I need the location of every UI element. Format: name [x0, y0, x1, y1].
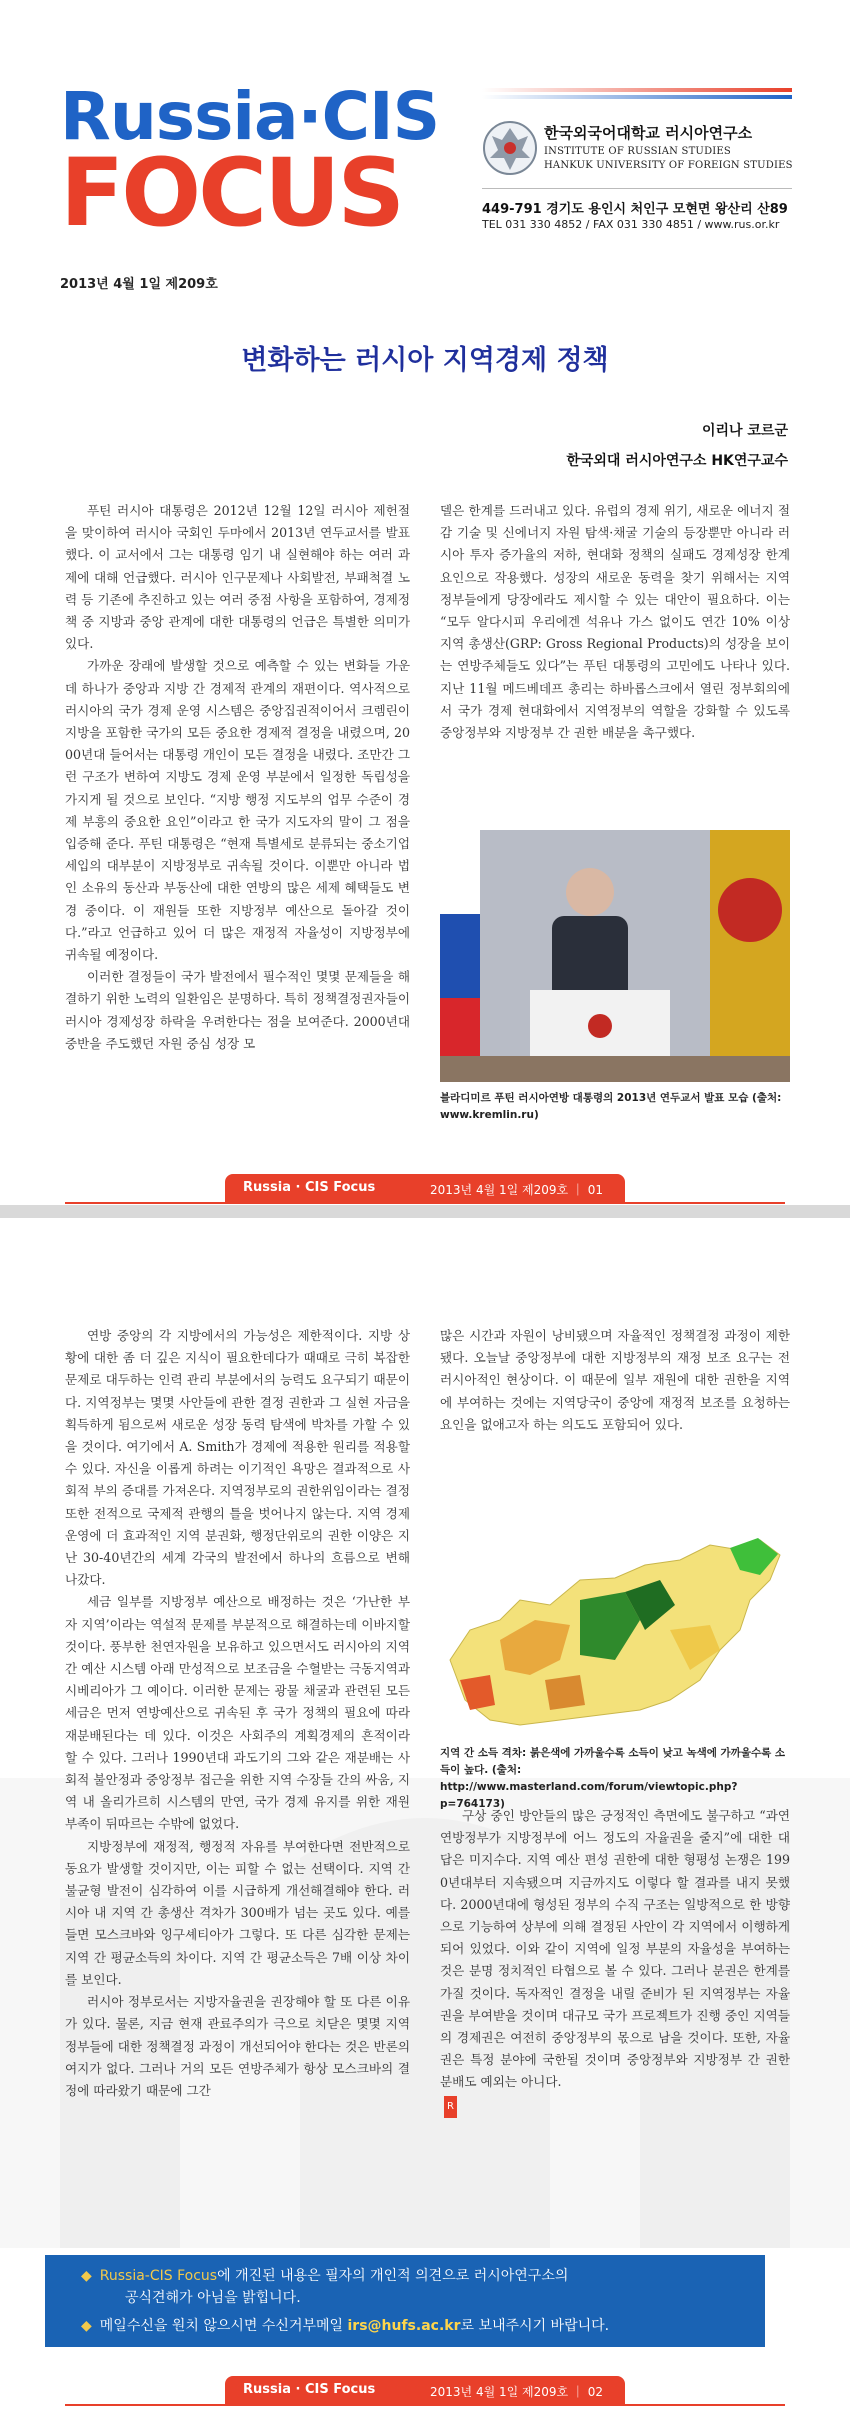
paragraph: 많은 시간과 자원이 낭비됐으며 자율적인 정책결정 과정이 제한됐다. 오늘날 중앙정부에 대한 지방정부의 재정 보조 요구는 전 러시아적인 현상이다. 이 때문에 일부 재원에 대한 권한을 지역에 부여하는 것에는 지역당국이 중앙에 재정적 보조를 요청하는 요인을 없애고자 하는 의도도 포함되어 있다. — [440, 1328, 790, 1432]
paragraph: 구상 중인 방안들의 많은 긍정적인 측면에도 불구하고 “과연 연방정부가 지방정부에 어느 정도의 자율권을 줄지”에 대한 대답은 미지수다. 지역 예산 편성 권한에 대한 형평성 논쟁은 1990년대부터 지속됐으며 지금까지도 이렇다 할 결과를 내지 못했다. 2000년대에 형성된 정부의 수직 구조는 일방적으로 한 방향으로 기능하여 상부에 의해 결정된 사안이 각 지역에서 이행하게 되어 있었다. 이와 같이 지역에 일정 부분의 자율성을 부여하는 것은 분명 정치적인 타협으로 볼 수 있다. 그러나 분권은 한계를 가질 것이다. 독자적인 결정을 내릴 준비가 된 지역정부는 자율권을 부여받을 것이며 대규모 국가 프로젝트가 진행 중인 지역들의 경제권은 여전히 중앙정부의 몫으로 남을 것이다. 또한, 자율권은 특정 분야에 국한될 것이며 중앙정부와 지방정부 간 권한 분배도 예외는 아니다. — [440, 1808, 790, 2090]
article-title: 변화하는 러시아 지역경제 정책 — [241, 345, 609, 376]
footer-issue-page: 2013년 4월 1일 제209호 ｜ 01 — [430, 1183, 604, 1197]
institute-contact: TEL 031 330 4852 / FAX 031 330 4851 / www.rus.or.kr — [482, 218, 780, 231]
disclaimer-brand: Russia-CIS Focus — [99, 2268, 218, 2284]
disclaimer-box — [45, 2255, 765, 2347]
header-stripe-gray — [482, 188, 792, 189]
page2-footer — [225, 2376, 625, 2404]
bullet-icon: ◆ — [81, 2318, 92, 2334]
paragraph: 가까운 장래에 발생할 것으로 예측할 수 있는 변화들 가운데 하나가 중앙과 지방 간 경제적 관계의 재편이다. 역사적으로 러시아의 국가 경제 운영 시스템은 중앙집권적이어서 크렘린이 지방을 포함한 국가의 모든 중요한 경제적 결정을 내렸으며, 2000년대 들어서는 대통령 개인이 모든 결정을 내렸다. 조만간 그런 구조가 변하여 지방도 경제 운영 부분에서 일정한 독립성을 가지게 될 것으로 보인다. “지방 행정 지도부의 업무 수준이 경제 부흥의 중요한 요인”이라고 한 국가 지도자의 말이 그 점을 입증해 준다. 푸틴 대통령은 “현재 특별세로 분류되는 중소기업 세입의 대부분이 지방정부로 귀속될 것이다. 이뿐만 아니라 법인 소유의 동산과 부동산에 대한 연방의 많은 세제 혜택들도 변경 중이다. 이 재원들 또한 지방정부 예산으로 돌아갈 것이다.”라고 언급하고 있어 더 많은 재정적 자율성이 지방정부에 귀속될 예정이다. — [65, 658, 410, 963]
disclaimer-line-1 — [81, 2265, 568, 2285]
paragraph: 러시아 정부로서는 지방자율권을 권장해야 할 또 다른 이유가 있다. 물론, 지금 현재 관료주의가 극으로 치닫은 몇몇 지역정부들에 대한 정책결정 과정이 개선되어야 한다는 것은 반론의 여지가 없다. 그러나 거의 모든 연방주체가 항상 모스크바의 결정에 따라왔기 때문에 그간 — [65, 1994, 410, 2098]
photo-caption: 블라디미르 푸틴 러시아연방 대통령의 2013년 연두교서 발표 모습 (출처: www.kremlin.ru) — [440, 1092, 782, 1121]
paragraph: 세금 일부를 지방정부 예산으로 배정하는 것은 ‘가난한 부자 지역’이라는 역설적 문제를 부분적으로 해결하는데 이바지할 것이다. 풍부한 천연자원을 보유하고 있으면서도 러시아의 지역 간 예산 시스템 아래 만성적으로 보조금을 수혈받는 극동지역과 시베리아가 그 예이다. 이러한 문제는 광물 채굴과 관련된 모든 세금은 먼저 연방예산으로 귀속된 후 국가 정책의 필요에 따라 재분배된다는 데 있다. 이것은 사회주의 계획경제의 흔적이라 할 수 있다. 그러나 1990년대 과도기의 그와 같은 재분배는 사회적 불안정과 중앙정부 접근을 위한 지역 수장들 간의 싸움, 지역 내 올리가르히 시스템의 만연, 국가 경제 유지를 위한 재원 부족이 뒤따르는 수밖에 없었다. — [65, 1594, 410, 1832]
page2-right-column-top — [440, 1325, 790, 1436]
footer-rule — [65, 1202, 785, 1204]
bullet-icon: ◆ — [81, 2268, 92, 2284]
institute-address: 449-791 경기도 용인시 처인구 모현면 왕산리 산89 — [482, 202, 788, 217]
paragraph: 이러한 결정들이 국가 발전에서 필수적인 몇몇 문제들을 해결하기 위한 노력의 일환임은 분명하다. 특히 정책결정권자들이 러시아 경제성장 하락을 우려한다는 점을 보여준다. 2000년대 중반을 주도했던 자원 중심 성장 모 — [65, 969, 410, 1051]
footer-issue-page: 2013년 4월 1일 제209호 ｜ 02 — [430, 2385, 604, 2399]
unsubscribe-email-link[interactable]: irs@hufs.ac.kr — [347, 2318, 461, 2334]
footer-rule — [65, 2404, 785, 2406]
issue-date: 2013년 4월 1일 제209호 — [60, 277, 218, 292]
footer-brand: Russia · CIS Focus — [243, 1180, 376, 1195]
logo-line-2: FOCUS — [60, 139, 403, 248]
putin-address-photo — [440, 830, 790, 1082]
unsubscribe-text-suffix: 로 보내주시기 바랍니다. — [460, 2318, 610, 2334]
institute-block — [482, 118, 792, 178]
russia-income-map — [440, 1510, 790, 1740]
author-affiliation: 한국외대 러시아연구소 HK연구교수 — [566, 453, 788, 469]
page-separator — [0, 1205, 850, 1218]
disclaimer-line-1-cont: 공식견해가 아님을 밝힙니다. — [125, 2290, 301, 2306]
paragraph: 연방 중앙의 각 지방에서의 가능성은 제한적이다. 지방 상황에 대한 좀 더 깊은 지식이 필요한데다가 때때로 극히 복잡한 문제로 대두하는 인력 관리 부분에서의 능력도 요구되기 때문이다. 지역정부는 몇몇 사안들에 관한 결정 권한과 그 실현 자금을 획득하게 됨으로써 새로운 성장 동력 탐색에 박차를 가할 수 있을 것이다. 여기에서 A. Smith가 경제에 적용한 원리를 적용할 수 있다. 자신을 이롭게 하려는 이기적인 욕망은 결과적으로 사회적 부의 증대를 가져온다. 지역정부로의 권한위임이라는 결정 또한 전적으로 국제적 관행의 틀을 벗어나지 않는다. 지역 경제 운영에 더 효과적인 지역 분권화, 행정단위로의 권한 이양은 지난 30-40년간의 세계 각국의 발전에서 하나의 흐름으로 변해 나갔다. — [65, 1328, 410, 1588]
end-mark-icon: R — [444, 2096, 457, 2118]
page1-left-column — [65, 500, 410, 1055]
paragraph: 델은 한계를 드러내고 있다. 유럽의 경제 위기, 새로운 에너지 절감 기술 및 신에너지 자원 탐색·채굴 기술의 등장뿐만 아니라 러시아 투자 증가율의 저하, 현대화 정책의 실패도 경제성장 한계 요인으로 작용했다. 성장의 새로운 동력을 찾기 위해서는 지역 정부들에게 당장에라도 제시할 수 있는 대안이 필요하다. 이는 “모두 알다시피 우리에겐 석유나 가스 없이도 연간 10% 이상 지역 총생산(GRP: Gross Regional Products)의 성장을 보이는 연방주체들도 있다”는 푸틴 대통령의 고민에도 나타나 있다. 지난 11월 메드베데프 총리는 하바롭스크에서 열린 정부회의에서 국가 경제 현대화에서 지역정부의 역할을 강화할 수 있도록 중앙정부와 지방정부 간 권한 배분을 촉구했다. — [440, 503, 790, 741]
page2-right-column-bottom — [440, 1805, 790, 2118]
paragraph: 지방정부에 재정적, 행정적 자유를 부여한다면 전반적으로 동요가 발생할 것이지만, 이는 피할 수 없는 선택이다. 지역 간 불균형 발전이 심각하여 이를 시급하게 개선해결해야 한다. 러시아 내 지역 간 총생산 격차가 300배가 넘는 곳도 있다. 예를 들면 모스크바와 잉구셰티아가 그렇다. 또 다른 심각한 문제는 지역 간 평균소득의 차이다. 지역 간 평균소득은 7배 이상 차이를 보인다. — [65, 1838, 410, 1987]
logo-line-1: Russia·CIS — [60, 78, 440, 155]
institute-emblem-icon — [482, 118, 538, 178]
footer-brand: Russia · CIS Focus — [243, 2382, 376, 2397]
institute-name-en: INSTITUTE OF RUSSIAN STUDIES — [544, 146, 731, 157]
page1-footer — [225, 1174, 625, 1202]
author-name: 이리나 코르군 — [701, 423, 788, 439]
unsubscribe-text: 메일수신을 원치 않으시면 수신거부메일 — [99, 2318, 348, 2334]
university-name-en: HANKUK UNIVERSITY OF FOREIGN STUDIES — [544, 160, 793, 171]
header-stripe-red — [482, 88, 792, 92]
header-stripe-blue — [482, 95, 792, 99]
publication-logo — [60, 78, 440, 262]
paragraph: 푸틴 러시아 대통령은 2012년 12월 12일 러시아 제헌절을 맞이하여 러시아 국회인 두마에서 2013년 연두교서를 발표했다. 이 교서에서 그는 대통령 임기 내 실현해야 하는 여러 과제에 대해 언급했다. 러시아 인구문제나 사회발전, 부패척결 노력 등 기존에 추진하고 있는 여러 중점 사항을 포함하여, 경제정책 중 지방과 중앙 관계에 대한 대통령의 언급은 특별한 의미가 있다. — [65, 503, 410, 652]
map-caption: 지역 간 소득 격차: 붉은색에 가까울수록 소득이 낮고 녹색에 가까울수록 소득이 높다. (출처: http://www.masterland.com/forum/viewtopic.php?p=764173) — [440, 1747, 786, 1810]
institute-name-ko: 한국외국어대학교 러시아연구소 — [544, 124, 753, 142]
disclaimer-line-2 — [81, 2315, 609, 2335]
page1-right-column — [440, 500, 790, 744]
page2-left-column — [65, 1325, 410, 2102]
disclaimer-text: 에 개진된 내용은 필자의 개인적 의견으로 러시아연구소의 — [217, 2268, 569, 2284]
